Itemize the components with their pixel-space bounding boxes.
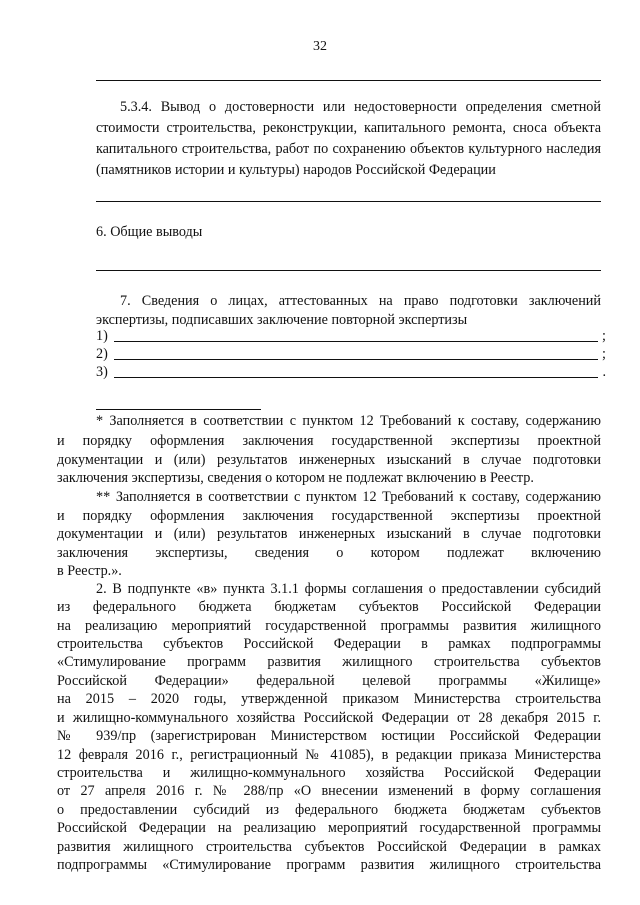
paragraph-2-line-9: № 939/пр (зарегистрирован Министерством юстиции Российской Федерации	[57, 728, 601, 744]
section-534-line-4: (памятников истории и культуры) народов Российской Федерации	[96, 162, 496, 178]
footnote-2-line-5: в Реестр.».	[57, 563, 122, 579]
paragraph-2-line-2: из федерального бюджета бюджетам субъектов Российской Федерации	[57, 599, 601, 615]
page-number: 32	[313, 39, 327, 54]
paragraph-2-line-5: «Стимулирование программ развития жилищного строительства субъектов	[57, 654, 601, 670]
footnote-1-line-3: документации и (или) результатов инженерных изысканий в случае подготовки	[57, 452, 601, 468]
signer-number: 3)	[96, 364, 108, 380]
signer-line-3	[96, 364, 606, 381]
paragraph-2-line-4: строительства субъектов Российской Федерации в рамках подпрограммы	[57, 636, 601, 652]
paragraph-2-line-3: на реализацию мероприятий государственной программы развития жилищного	[57, 618, 601, 634]
rule-top	[96, 80, 601, 81]
paragraph-2-line-13: о предоставлении субсидий из федерального бюджета бюджетам субъектов	[57, 802, 601, 818]
footnote-2-line-4: заключения экспертизы, сведения о котором подлежат включению	[57, 545, 601, 561]
footnote-separator	[96, 409, 261, 410]
section-534-line-1: 5.3.4. Вывод о достоверности или недостоверности определения сметной	[120, 99, 601, 115]
signer-end: .	[602, 364, 606, 380]
signer-line-1	[96, 328, 606, 345]
paragraph-2-line-1: 2. В подпункте «в» пункта 3.1.1 формы соглашения о предоставлении субсидий	[96, 581, 601, 597]
paragraph-2-line-15: развития жилищного строительства субъектов Российской Федерации в рамках	[57, 839, 601, 855]
paragraph-2-line-8: и жилищно-коммунального хозяйства Российской Федерации от 28 декабря 2015 г.	[57, 710, 601, 726]
signer-blank	[114, 359, 598, 360]
signer-end: ;	[602, 328, 606, 344]
section-534-line-3: капитального строительства, работ по сохранению объектов культурного наследия	[96, 141, 601, 157]
signer-end: ;	[602, 346, 606, 362]
paragraph-2-line-14: Российской Федерации на реализацию мероприятий государственной программы	[57, 820, 601, 836]
section-7-line-2: экспертизы, подписавших заключение повторной экспертизы	[96, 312, 468, 328]
paragraph-2-line-6: Российской Федерации» федеральной целевой программы «Жилище»	[57, 673, 601, 689]
rule-after-6	[96, 270, 601, 271]
signer-blank	[114, 377, 598, 378]
paragraph-2-line-11: строительства и жилищно-коммунального хозяйства Российской Федерации	[57, 765, 601, 781]
signer-number: 1)	[96, 328, 108, 344]
signer-blank	[114, 341, 598, 342]
footnote-2-line-1: ** Заполняется в соответствии с пунктом 12 Требований к составу, содержанию	[96, 489, 601, 505]
footnote-1-line-4: заключения экспертизы, сведения о котором не подлежат включению в Реестр.	[57, 470, 534, 486]
rule-after-534	[96, 201, 601, 202]
footnote-1-line-1: * Заполняется в соответствии с пунктом 12 Требований к составу, содержанию	[96, 413, 601, 429]
paragraph-2-line-7: на 2015 – 2020 годы, утвержденной приказом Министерства строительства	[57, 691, 601, 707]
section-534-line-2: стоимости строительства, реконструкции, капитального ремонта, сноса объекта	[96, 120, 601, 136]
footnote-2-line-2: и порядку оформления заключения государственной экспертизы проектной	[57, 508, 601, 524]
footnote-1-line-2: и порядку оформления заключения государственной экспертизы проектной	[57, 433, 601, 449]
paragraph-2-line-10: 12 февраля 2016 г., регистрационный № 41085), в редакции приказа Министерства	[57, 747, 601, 763]
section-6-heading: 6. Общие выводы	[96, 224, 203, 240]
paragraph-2-line-16: подпрограммы «Стимулирование программ развития жилищного строительства	[57, 857, 601, 873]
section-7-line-1: 7. Сведения о лицах, аттестованных на право подготовки заключений	[120, 293, 601, 309]
paragraph-2-line-12: от 27 апреля 2016 г. № 288/пр «О внесении изменений в форму соглашения	[57, 783, 601, 799]
footnote-2-line-3: документации и (или) результатов инженерных изысканий в случае подготовки	[57, 526, 601, 542]
signer-number: 2)	[96, 346, 108, 362]
signer-line-2	[96, 346, 606, 363]
